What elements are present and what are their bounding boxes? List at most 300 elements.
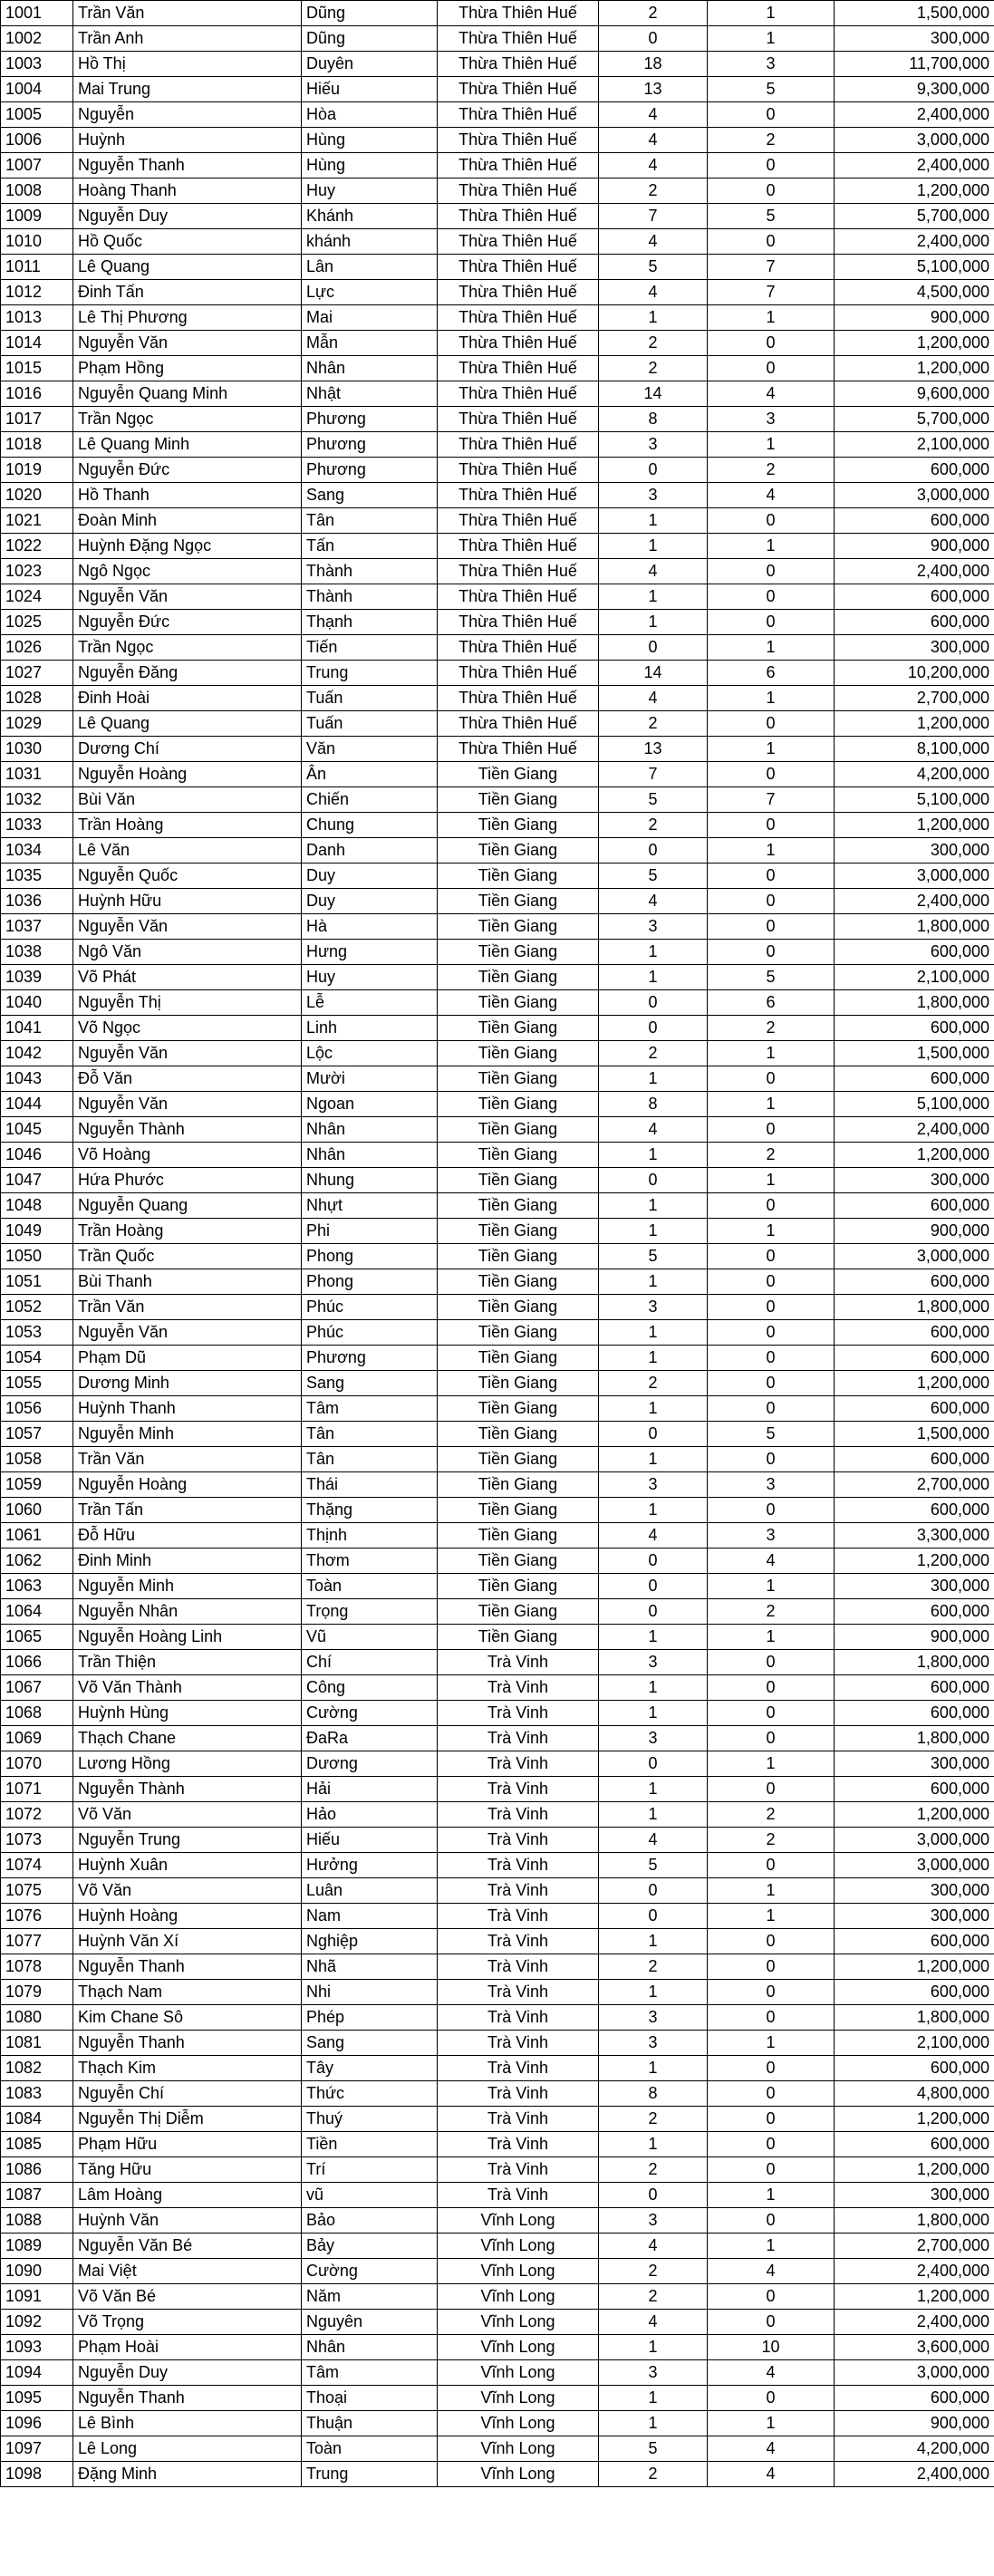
cell-surname: Mai Việt	[73, 2259, 302, 2284]
cell-given-name: Nhựt	[302, 1193, 438, 1219]
table-row	[1, 1726, 994, 1751]
table-row	[1, 483, 994, 508]
cell-count-b: 0	[708, 914, 835, 940]
cell-id: 1053	[1, 1320, 73, 1346]
cell-count-b: 1	[708, 305, 835, 331]
cell-count-a: 3	[599, 1295, 708, 1320]
cell-amount: 900,000	[835, 1625, 994, 1650]
cell-count-a: 0	[599, 1599, 708, 1625]
cell-given-name: khánh	[302, 229, 438, 255]
cell-given-name: Thành	[302, 584, 438, 610]
cell-amount: 1,200,000	[835, 711, 994, 737]
table-row	[1, 2335, 994, 2360]
cell-amount: 600,000	[835, 1498, 994, 1523]
cell-count-a: 0	[599, 2183, 708, 2208]
cell-province: Tiền Giang	[438, 1548, 599, 1574]
cell-count-b: 1	[708, 2183, 835, 2208]
cell-surname: Trần Anh	[73, 26, 302, 52]
cell-given-name: Toàn	[302, 1574, 438, 1599]
cell-id: 1055	[1, 1371, 73, 1396]
table-row	[1, 711, 994, 737]
table-row	[1, 1878, 994, 1904]
cell-count-b: 0	[708, 1295, 835, 1320]
cell-surname: Huỳnh Hữu	[73, 889, 302, 914]
table-row	[1, 2284, 994, 2310]
table-row	[1, 1498, 994, 1523]
cell-amount: 300,000	[835, 838, 994, 863]
cell-amount: 2,400,000	[835, 153, 994, 178]
cell-amount: 3,000,000	[835, 863, 994, 889]
cell-count-b: 2	[708, 1016, 835, 1041]
cell-count-a: 13	[599, 77, 708, 102]
cell-amount: 600,000	[835, 1016, 994, 1041]
table-row	[1, 2462, 994, 2487]
cell-province: Thừa Thiên Huế	[438, 356, 599, 381]
cell-count-a: 3	[599, 2360, 708, 2386]
cell-id: 1060	[1, 1498, 73, 1523]
table-row	[1, 1295, 994, 1320]
table-row	[1, 534, 994, 559]
cell-given-name: Nhân	[302, 1117, 438, 1143]
cell-province: Trà Vinh	[438, 2031, 599, 2056]
cell-count-a: 1	[599, 2411, 708, 2436]
cell-count-b: 0	[708, 356, 835, 381]
cell-count-a: 1	[599, 610, 708, 635]
cell-id: 1089	[1, 2233, 73, 2259]
cell-given-name: Thạnh	[302, 610, 438, 635]
cell-count-b: 5	[708, 77, 835, 102]
cell-given-name: Phương	[302, 432, 438, 458]
cell-given-name: Lân	[302, 255, 438, 280]
cell-count-a: 1	[599, 1777, 708, 1802]
table-row	[1, 914, 994, 940]
table-row	[1, 1117, 994, 1143]
cell-id: 1027	[1, 661, 73, 686]
cell-surname: Ngô Ngọc	[73, 559, 302, 584]
cell-id: 1026	[1, 635, 73, 661]
table-row	[1, 178, 994, 204]
cell-surname: Võ Văn	[73, 1878, 302, 1904]
cell-count-b: 1	[708, 1, 835, 26]
cell-given-name: Hưởng	[302, 1853, 438, 1878]
cell-province: Tiền Giang	[438, 1320, 599, 1346]
cell-count-a: 13	[599, 737, 708, 762]
cell-id: 1034	[1, 838, 73, 863]
cell-province: Vĩnh Long	[438, 2386, 599, 2411]
cell-surname: Đinh Minh	[73, 1548, 302, 1574]
table-row	[1, 204, 994, 229]
cell-given-name: Nhi	[302, 1980, 438, 2005]
cell-surname: Hồ Thị	[73, 52, 302, 77]
cell-count-a: 14	[599, 381, 708, 407]
table-row	[1, 356, 994, 381]
cell-province: Thừa Thiên Huế	[438, 508, 599, 534]
cell-given-name: Tân	[302, 1422, 438, 1447]
cell-province: Tiền Giang	[438, 1168, 599, 1193]
cell-surname: Nguyễn Trung	[73, 1828, 302, 1853]
cell-id: 1005	[1, 102, 73, 128]
cell-count-a: 0	[599, 990, 708, 1016]
cell-given-name: Nam	[302, 1904, 438, 1929]
cell-surname: Nguyễn	[73, 102, 302, 128]
cell-id: 1037	[1, 914, 73, 940]
cell-surname: Huỳnh Hùng	[73, 1701, 302, 1726]
table-row	[1, 2208, 994, 2233]
cell-surname: Dương Minh	[73, 1371, 302, 1396]
cell-surname: Nguyễn Thanh	[73, 2031, 302, 2056]
cell-id: 1088	[1, 2208, 73, 2233]
cell-id: 1023	[1, 559, 73, 584]
cell-count-a: 7	[599, 762, 708, 787]
cell-id: 1094	[1, 2360, 73, 2386]
cell-amount: 1,200,000	[835, 813, 994, 838]
cell-id: 1017	[1, 407, 73, 432]
cell-count-a: 1	[599, 534, 708, 559]
cell-id: 1028	[1, 686, 73, 711]
cell-id: 1043	[1, 1066, 73, 1092]
cell-amount: 2,400,000	[835, 1117, 994, 1143]
table-row	[1, 1346, 994, 1371]
cell-province: Thừa Thiên Huế	[438, 432, 599, 458]
table-row	[1, 1574, 994, 1599]
cell-count-b: 0	[708, 1650, 835, 1675]
table-row	[1, 2031, 994, 2056]
cell-id: 1011	[1, 255, 73, 280]
cell-surname: Thạch Chane	[73, 1726, 302, 1751]
cell-province: Tiền Giang	[438, 1295, 599, 1320]
cell-count-a: 1	[599, 1929, 708, 1954]
cell-count-b: 0	[708, 1954, 835, 1980]
cell-given-name: Thặng	[302, 1498, 438, 1523]
cell-count-b: 4	[708, 381, 835, 407]
cell-amount: 2,100,000	[835, 2031, 994, 2056]
cell-given-name: Phương	[302, 407, 438, 432]
cell-count-b: 5	[708, 204, 835, 229]
cell-id: 1013	[1, 305, 73, 331]
cell-province: Trà Vinh	[438, 2005, 599, 2031]
cell-surname: Dương Chí	[73, 737, 302, 762]
cell-amount: 4,500,000	[835, 280, 994, 305]
cell-count-b: 0	[708, 863, 835, 889]
cell-count-a: 2	[599, 2284, 708, 2310]
cell-province: Thừa Thiên Huế	[438, 255, 599, 280]
cell-surname: Lê Quang	[73, 711, 302, 737]
cell-count-a: 3	[599, 1726, 708, 1751]
cell-id: 1078	[1, 1954, 73, 1980]
cell-given-name: Phúc	[302, 1295, 438, 1320]
cell-count-a: 3	[599, 914, 708, 940]
table-row	[1, 1168, 994, 1193]
table-row	[1, 255, 994, 280]
cell-given-name: Chiến	[302, 787, 438, 813]
cell-province: Tiền Giang	[438, 1599, 599, 1625]
cell-count-b: 0	[708, 1675, 835, 1701]
cell-surname: Nguyễn Hoàng	[73, 762, 302, 787]
cell-count-a: 2	[599, 1954, 708, 1980]
cell-count-a: 1	[599, 1396, 708, 1422]
cell-given-name: Tuấn	[302, 686, 438, 711]
cell-count-b: 10	[708, 2335, 835, 2360]
cell-province: Thừa Thiên Huế	[438, 661, 599, 686]
cell-amount: 600,000	[835, 610, 994, 635]
cell-amount: 4,800,000	[835, 2081, 994, 2107]
cell-count-a: 3	[599, 1472, 708, 1498]
cell-given-name: Huy	[302, 965, 438, 990]
cell-id: 1085	[1, 2132, 73, 2157]
cell-province: Trà Vinh	[438, 1802, 599, 1828]
cell-province: Thừa Thiên Huế	[438, 178, 599, 204]
cell-province: Tiền Giang	[438, 1371, 599, 1396]
cell-surname: Hồ Thanh	[73, 483, 302, 508]
cell-amount: 3,000,000	[835, 1244, 994, 1269]
cell-province: Tiền Giang	[438, 1498, 599, 1523]
cell-given-name: Tân	[302, 508, 438, 534]
cell-id: 1086	[1, 2157, 73, 2183]
cell-count-b: 1	[708, 1625, 835, 1650]
cell-count-b: 0	[708, 508, 835, 534]
cell-province: Vĩnh Long	[438, 2284, 599, 2310]
cell-province: Trà Vinh	[438, 1701, 599, 1726]
cell-surname: Phạm Hồng	[73, 356, 302, 381]
cell-given-name: Cường	[302, 1701, 438, 1726]
cell-amount: 2,400,000	[835, 2462, 994, 2487]
table-row	[1, 2081, 994, 2107]
cell-id: 1036	[1, 889, 73, 914]
cell-given-name: Dũng	[302, 1, 438, 26]
cell-count-b: 0	[708, 1396, 835, 1422]
cell-amount: 2,400,000	[835, 229, 994, 255]
cell-given-name: Công	[302, 1675, 438, 1701]
cell-amount: 5,700,000	[835, 204, 994, 229]
table-row	[1, 1320, 994, 1346]
cell-province: Thừa Thiên Huế	[438, 686, 599, 711]
cell-given-name: Hiếu	[302, 77, 438, 102]
table-row	[1, 1016, 994, 1041]
cell-surname: Nguyễn Văn Bé	[73, 2233, 302, 2259]
cell-amount: 1,800,000	[835, 1726, 994, 1751]
cell-id: 1052	[1, 1295, 73, 1320]
cell-given-name: Mười	[302, 1066, 438, 1092]
cell-id: 1051	[1, 1269, 73, 1295]
cell-id: 1041	[1, 1016, 73, 1041]
cell-id: 1092	[1, 2310, 73, 2335]
cell-given-name: Duy	[302, 889, 438, 914]
table-row	[1, 1066, 994, 1092]
cell-province: Thừa Thiên Huế	[438, 128, 599, 153]
cell-id: 1071	[1, 1777, 73, 1802]
cell-amount: 1,800,000	[835, 1650, 994, 1675]
cell-count-b: 1	[708, 432, 835, 458]
cell-count-b: 7	[708, 255, 835, 280]
cell-surname: Nguyễn Quốc	[73, 863, 302, 889]
cell-surname: Hoàng Thanh	[73, 178, 302, 204]
cell-id: 1096	[1, 2411, 73, 2436]
cell-province: Vĩnh Long	[438, 2208, 599, 2233]
cell-province: Trà Vinh	[438, 1777, 599, 1802]
cell-province: Trà Vinh	[438, 2183, 599, 2208]
cell-surname: Lê Quang	[73, 255, 302, 280]
cell-id: 1091	[1, 2284, 73, 2310]
cell-province: Thừa Thiên Huế	[438, 407, 599, 432]
cell-id: 1083	[1, 2081, 73, 2107]
cell-given-name: Hùng	[302, 128, 438, 153]
cell-surname: Võ Ngọc	[73, 1016, 302, 1041]
cell-surname: Nguyễn Quang Minh	[73, 381, 302, 407]
cell-province: Thừa Thiên Huế	[438, 534, 599, 559]
cell-id: 1046	[1, 1143, 73, 1168]
table-row	[1, 331, 994, 356]
cell-id: 1072	[1, 1802, 73, 1828]
cell-id: 1050	[1, 1244, 73, 1269]
cell-surname: Trần Văn	[73, 1447, 302, 1472]
cell-count-a: 0	[599, 1751, 708, 1777]
cell-amount: 4,200,000	[835, 2436, 994, 2462]
cell-province: Tiền Giang	[438, 863, 599, 889]
cell-count-a: 1	[599, 1346, 708, 1371]
cell-amount: 2,400,000	[835, 559, 994, 584]
cell-count-a: 5	[599, 1244, 708, 1269]
cell-count-a: 1	[599, 940, 708, 965]
table-row	[1, 635, 994, 661]
cell-amount: 3,000,000	[835, 1828, 994, 1853]
cell-id: 1077	[1, 1929, 73, 1954]
table-body	[1, 1, 994, 2487]
cell-given-name: ĐaRa	[302, 1726, 438, 1751]
cell-count-b: 1	[708, 1878, 835, 1904]
cell-surname: Lê Quang Minh	[73, 432, 302, 458]
table-row	[1, 1777, 994, 1802]
table-row	[1, 381, 994, 407]
table-row	[1, 2056, 994, 2081]
cell-count-b: 0	[708, 1929, 835, 1954]
table-row	[1, 305, 994, 331]
table-row	[1, 1980, 994, 2005]
cell-surname: Lương Hồng	[73, 1751, 302, 1777]
cell-count-a: 2	[599, 1041, 708, 1066]
table-row	[1, 1828, 994, 1853]
cell-province: Trà Vinh	[438, 1904, 599, 1929]
table-row	[1, 2310, 994, 2335]
cell-id: 1093	[1, 2335, 73, 2360]
cell-given-name: Trung	[302, 2462, 438, 2487]
cell-amount: 5,700,000	[835, 407, 994, 432]
cell-count-a: 0	[599, 1422, 708, 1447]
cell-amount: 2,100,000	[835, 432, 994, 458]
cell-count-a: 4	[599, 2310, 708, 2335]
cell-count-b: 0	[708, 889, 835, 914]
cell-given-name: Hà	[302, 914, 438, 940]
cell-surname: Trần Ngọc	[73, 635, 302, 661]
cell-province: Trà Vinh	[438, 1878, 599, 1904]
cell-count-a: 4	[599, 889, 708, 914]
cell-surname: Huỳnh Văn Xí	[73, 1929, 302, 1954]
cell-count-a: 14	[599, 661, 708, 686]
cell-count-b: 1	[708, 26, 835, 52]
cell-count-b: 2	[708, 1143, 835, 1168]
table-row	[1, 26, 994, 52]
cell-id: 1031	[1, 762, 73, 787]
cell-count-a: 4	[599, 153, 708, 178]
cell-amount: 600,000	[835, 1929, 994, 1954]
table-row	[1, 965, 994, 990]
cell-id: 1014	[1, 331, 73, 356]
table-row	[1, 762, 994, 787]
cell-count-b: 0	[708, 331, 835, 356]
cell-surname: Bùi Văn	[73, 787, 302, 813]
cell-given-name: Hảo	[302, 1802, 438, 1828]
cell-amount: 1,500,000	[835, 1, 994, 26]
cell-given-name: Cường	[302, 2259, 438, 2284]
cell-province: Tiền Giang	[438, 762, 599, 787]
cell-surname: Nguyễn Minh	[73, 1422, 302, 1447]
cell-surname: Tăng Hữu	[73, 2157, 302, 2183]
cell-count-a: 3	[599, 2208, 708, 2233]
cell-given-name: Sang	[302, 1371, 438, 1396]
cell-count-b: 2	[708, 1828, 835, 1853]
cell-count-a: 1	[599, 965, 708, 990]
cell-given-name: Thái	[302, 1472, 438, 1498]
cell-surname: Lâm Hoàng	[73, 2183, 302, 2208]
cell-count-a: 0	[599, 458, 708, 483]
cell-amount: 900,000	[835, 305, 994, 331]
cell-surname: Huỳnh Đặng Ngọc	[73, 534, 302, 559]
cell-amount: 2,400,000	[835, 102, 994, 128]
cell-province: Tiền Giang	[438, 940, 599, 965]
table-row	[1, 2411, 994, 2436]
cell-id: 1048	[1, 1193, 73, 1219]
cell-amount: 300,000	[835, 2183, 994, 2208]
table-row	[1, 2233, 994, 2259]
cell-amount: 300,000	[835, 26, 994, 52]
cell-amount: 1,500,000	[835, 1422, 994, 1447]
cell-province: Vĩnh Long	[438, 2233, 599, 2259]
table-row	[1, 2005, 994, 2031]
cell-count-a: 0	[599, 838, 708, 863]
cell-province: Thừa Thiên Huế	[438, 153, 599, 178]
cell-count-a: 2	[599, 711, 708, 737]
cell-count-a: 7	[599, 204, 708, 229]
cell-province: Vĩnh Long	[438, 2462, 599, 2487]
cell-amount: 1,200,000	[835, 178, 994, 204]
cell-count-b: 1	[708, 737, 835, 762]
table-row	[1, 1675, 994, 1701]
table-row	[1, 990, 994, 1016]
cell-amount: 1,200,000	[835, 2157, 994, 2183]
cell-surname: Võ Trọng	[73, 2310, 302, 2335]
cell-surname: Đỗ Hữu	[73, 1523, 302, 1548]
cell-amount: 600,000	[835, 584, 994, 610]
cell-amount: 2,700,000	[835, 686, 994, 711]
cell-given-name: Sang	[302, 2031, 438, 2056]
cell-count-b: 1	[708, 686, 835, 711]
cell-amount: 1,200,000	[835, 1371, 994, 1396]
table-row	[1, 128, 994, 153]
cell-amount: 600,000	[835, 508, 994, 534]
cell-count-a: 2	[599, 2107, 708, 2132]
table-row	[1, 153, 994, 178]
cell-count-b: 4	[708, 483, 835, 508]
cell-amount: 3,600,000	[835, 2335, 994, 2360]
cell-surname: Phạm Hoài	[73, 2335, 302, 2360]
cell-given-name: Phúc	[302, 1320, 438, 1346]
cell-given-name: Lực	[302, 280, 438, 305]
cell-given-name: Thơm	[302, 1548, 438, 1574]
cell-count-b: 1	[708, 1041, 835, 1066]
cell-surname: Trần Văn	[73, 1295, 302, 1320]
cell-surname: Huỳnh Thanh	[73, 1396, 302, 1422]
cell-province: Tiền Giang	[438, 1092, 599, 1117]
cell-count-a: 4	[599, 229, 708, 255]
